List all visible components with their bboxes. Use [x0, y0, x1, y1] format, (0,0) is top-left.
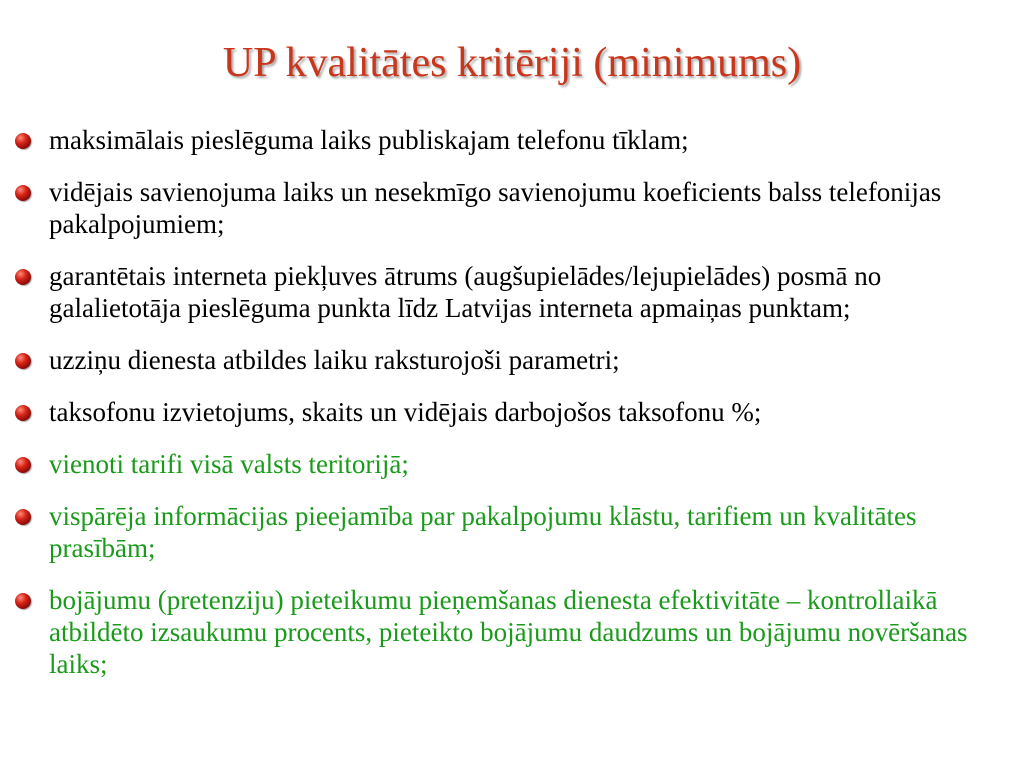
- list-item: [0, 396, 1024, 428]
- bullet-icon: [15, 269, 31, 285]
- list-item-text: vienoti tarifi visā valsts teritorijā;: [49, 449, 409, 479]
- list-item-text: garantētais interneta piekļuves ātrums (augšupielādes/lejupielādes) posmā no galalietotāja pieslēguma punkta līdz Latvijas interneta apmaiņas punktam;: [49, 261, 882, 323]
- list-item-text: maksimālais pieslēguma laiks publiskajam telefonu tīklam;: [49, 125, 689, 155]
- list-item-text: vidējais savienojuma laiks un nesekmīgo savienojumu koeficients balss telefonijas pakalpojumiem;: [49, 177, 942, 239]
- list-item-text: uzziņu dienesta atbildes laiku raksturojoši parametri;: [49, 345, 620, 375]
- bullet-icon: [15, 593, 31, 609]
- list-item: [0, 124, 1024, 156]
- list-item-text: bojājumu (pretenziju) pieteikumu pieņemšanas dienesta efektivitāte – kontrollaikā atbildēto izsaukumu procents, pieteikto bojājumu daudzums un bojājumu novēršanas laiks;: [49, 585, 968, 679]
- bullet-list: [0, 124, 1024, 700]
- list-item-text: taksofonu izvietojums, skaits un vidējais darbojošos taksofonu %;: [49, 397, 762, 427]
- bullet-icon: [15, 133, 31, 149]
- bullet-icon: [15, 509, 31, 525]
- bullet-icon: [15, 353, 31, 369]
- slide-title: UP kvalitātes kritēriji (minimums): [222, 40, 802, 86]
- list-item: [0, 344, 1024, 376]
- list-item: [0, 584, 1024, 680]
- bullet-icon: [15, 405, 31, 421]
- bullet-icon: [15, 457, 31, 473]
- list-item: [0, 260, 1024, 324]
- list-item: [0, 176, 1024, 240]
- list-item-text: vispārēja informācijas pieejamība par pakalpojumu klāstu, tarifiem un kvalitātes prasībām;: [49, 501, 917, 563]
- list-item: [0, 500, 1024, 564]
- list-item: [0, 448, 1024, 480]
- bullet-icon: [15, 185, 31, 201]
